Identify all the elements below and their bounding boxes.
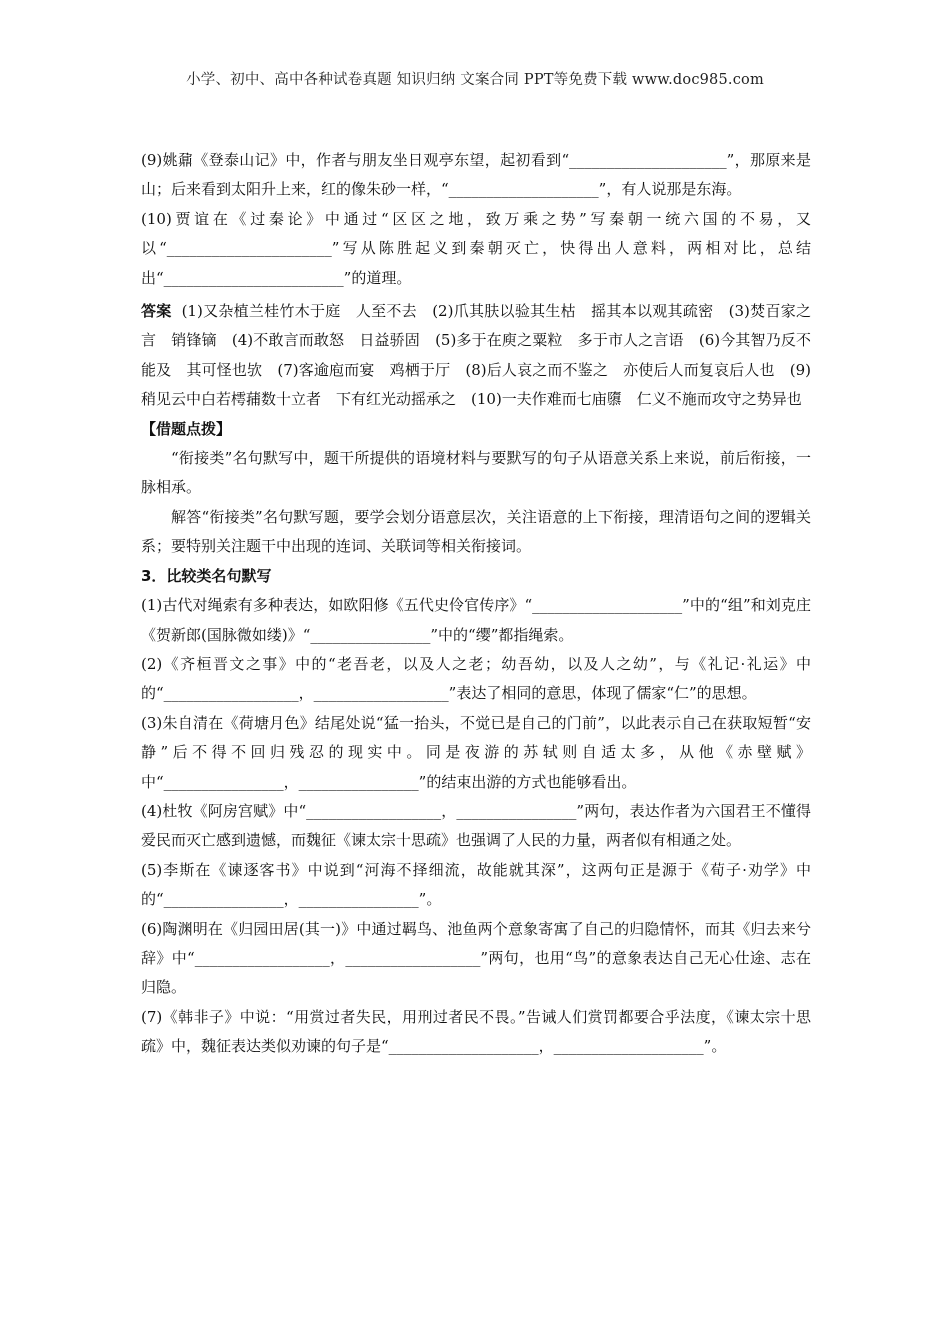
section-3-question-7: (7)《韩非子》中说：“用赏过者失民，用刑过者民不畏。”告诫人们赏罚都要合乎法度，《谏太宗十思疏》中，魏征表达类似劝谏的句子是“____________________，____________________”。 bbox=[141, 1007, 811, 1056]
tip-title: 【借题点拨】 bbox=[141, 419, 232, 438]
answer-block bbox=[141, 297, 811, 415]
section-3-question-2: (2)《齐桓晋文之事》中的“老吾老，以及人之老；幼吾幼，以及人之幼”，与《礼记·礼运》中的“__________________，__________________”表达了相同的意思，体现了儒家“仁”的思想。 bbox=[141, 654, 811, 703]
section-3-question-3: (3)朱自清在《荷塘月色》结尾处说“猛一抬头，不觉已是自己的门前”，以此表示自己在获取短暂“安静”后不得不回归残忍的现实中。同是夜游的苏轼则自适太多，从他《赤壁赋》中“________________，________________”的结束出游的方式也能够看出。 bbox=[141, 713, 811, 791]
tip-paragraph-2: 解答“衔接类”名句默写题，要学会划分语意层次，关注语意的上下衔接，理清语句之间的逻辑关系；要特别关注题干中出现的连词、关联词等相关衔接词。 bbox=[141, 507, 811, 556]
question-9: (9)姚鼐《登泰山记》中，作者与朋友坐日观亭东望，起初看到“____________________​_”，那原来是山；后来看到太阳升上来，红的像朱砂一样，“____________________”，有人说那是东海。 bbox=[141, 151, 811, 199]
tip-paragraph-1: “衔接类”名句默写中，题干所提供的语境材料与要默写的句子从语意关系上来说，前后衔接，一脉相承。 bbox=[141, 449, 811, 497]
document-body bbox=[141, 146, 811, 1062]
section-3-question-1: (1)古代对绳索有多种表达，如欧阳修《五代史伶官传序》“____________________”中的“组”和刘克庄《贺新郎(国脉微如缕)》“________________”中的“缨”都指绳索。 bbox=[141, 596, 811, 644]
section-3-question-5: (5)李斯在《谏逐客书》中说到“河海不择细流，故能就其深”，这两句正是源于《荀子·劝学》中的“________________，________________”。 bbox=[141, 860, 811, 909]
section-3-question-4: (4)杜牧《阿房宫赋》中“__________________，________________”两句，表达作者为六国君王不懂得爱民而灭亡感到遗憾，而魏征《谏太宗十思疏》也强调了人民的力量，两者似有相通之处。 bbox=[141, 801, 811, 850]
section-3-question-6: (6)陶渊明在《归园田居(其一)》中通过羁鸟、池鱼两个意象寄寓了自己的归隐情怀，而其《归去来兮辞》中“__________________，__________________”两句，也用“鸟”的意象表达自己无心仕途、志在归隐。 bbox=[141, 919, 811, 997]
answer-text: (1)又杂植兰桂竹木于庭 人至不去 (2)爪其肤以验其生枯 摇其本以观其疏密 (3)焚百家之言 销锋镝 (4)不敢言而敢怒 日益骄固 (5)多于在庾之粟粒 多于市人之言语 (6)今其智乃反不能及 其可怪也欤 (7)客逾庖而宴 鸡栖于厅 (8)后人哀之而不鉴之 亦使后人而复哀后人也 (9)稍见云中白若樗蒱数十立者 下有红光动摇承之 (10)一夫作难而七庙隳 仁义不施而攻守之势异也 bbox=[141, 302, 811, 409]
question-10: (10)贾谊在《过秦论》中通过“区区之地，致万乘之势”写秦朝一统六国的不易，又以“______________________”写从陈胜起义到秦朝灭亡，快得出人意料，两相对比，总结出“________________________”的道理。 bbox=[141, 209, 811, 287]
answer-label: 答案 bbox=[141, 302, 172, 321]
section-3-title: 3．比较类名句默写 bbox=[141, 566, 272, 585]
page-header: 小学、初中、高中各种试卷真题 知识归纳 文案合同 PPT等免费下载 www.doc985.com bbox=[186, 72, 764, 88]
